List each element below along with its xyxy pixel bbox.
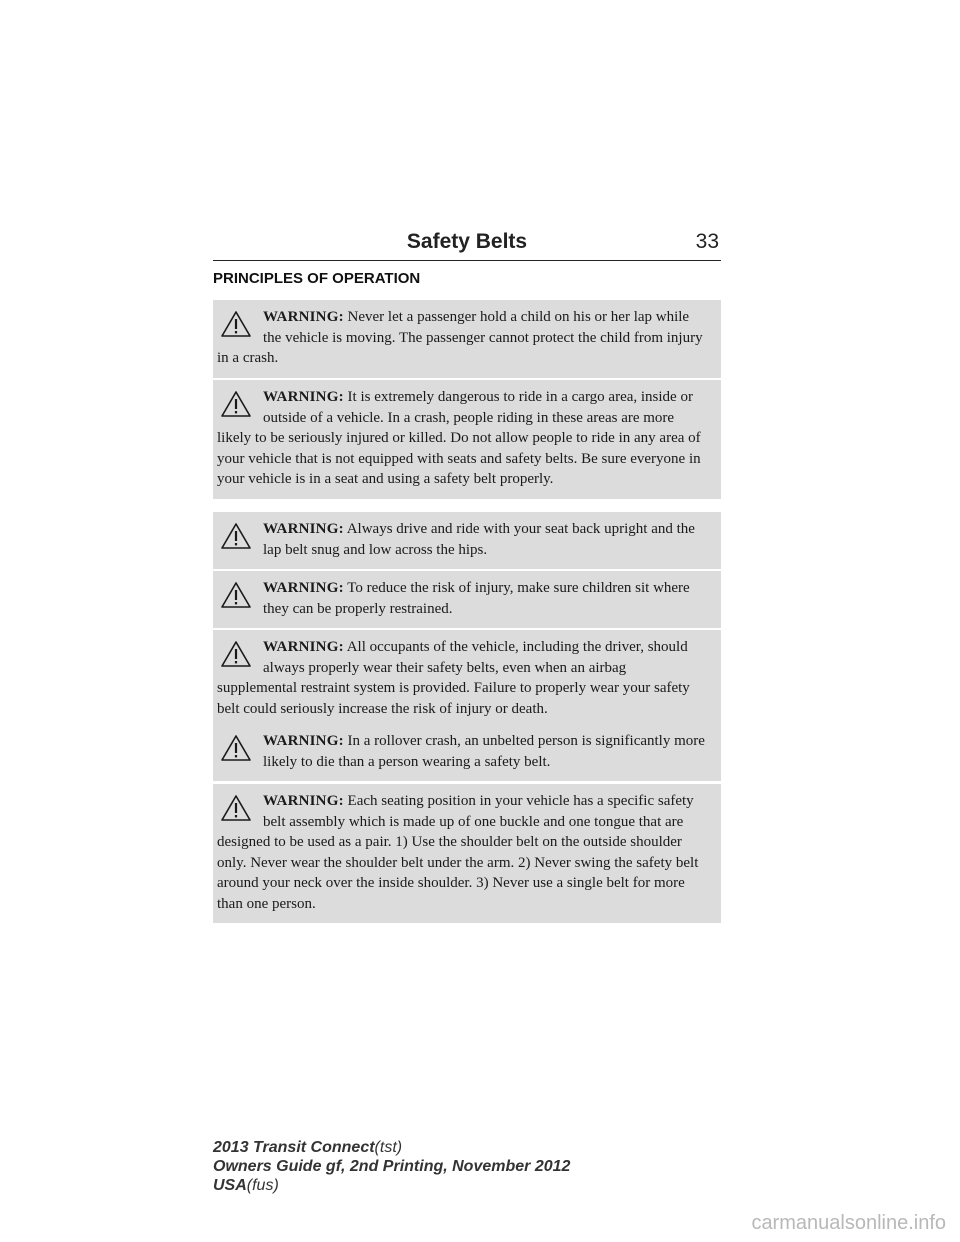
watermark: carmanualsonline.info: [751, 1212, 946, 1234]
header-title: Safety Belts: [406, 230, 528, 253]
warning-text: Never let a passenger hold a child on his or her lap while the vehicle is moving. The passenger cannot protect the child from injury in a crash.: [217, 309, 703, 366]
warning-box-5: [213, 630, 721, 728]
warning-triangle-icon: [219, 793, 253, 823]
warning-label: WARNING:: [263, 309, 344, 325]
footer-market-code: (fus): [246, 1177, 279, 1194]
warning-label: WARNING:: [263, 733, 344, 749]
warning-label: WARNING:: [263, 639, 344, 655]
footer-line-2: Owners Guide gf, 2nd Printing, November 2012: [213, 1158, 571, 1175]
warning-text: It is extremely dangerous to ride in a cargo area, inside or outside of a vehicle. In a crash, people riding in these areas are more likely to be seriously injured or killed. Do not allow people to ride in any area of your vehicle that is not equipped with seats and safety belts. Be sure everyone in your vehicle is in a seat and using a safety belt properly.: [217, 389, 701, 487]
warning-text: Always drive and ride with your seat back upright and the lap belt snug and low across the hips.: [263, 521, 695, 558]
section-heading: PRINCIPLES OF OPERATION: [213, 270, 421, 287]
warning-box-6: [213, 724, 721, 781]
warning-label: WARNING:: [263, 793, 344, 809]
footer-model-code: (tst): [374, 1139, 403, 1156]
page-header: [213, 228, 721, 261]
warning-text: To reduce the risk of injury, make sure children sit where they can be properly restrained.: [263, 580, 690, 617]
warning-box-1: [213, 300, 721, 378]
warning-label: WARNING:: [263, 521, 344, 537]
warning-box-3: [213, 512, 721, 569]
warning-triangle-icon: [219, 733, 253, 763]
page-number: 33: [695, 230, 719, 253]
footer-model: 2013 Transit Connect: [213, 1139, 375, 1156]
warning-label: WARNING:: [263, 389, 344, 405]
footer-market: USA: [213, 1177, 247, 1194]
warning-box-2: [213, 380, 721, 499]
footer-line-3: [213, 1176, 570, 1195]
warning-text: In a rollover crash, an unbelted person is significantly more likely to die than a person wearing a safety belt.: [263, 733, 705, 770]
warning-box-7: [213, 784, 721, 923]
footer-line-1: [213, 1138, 570, 1157]
warning-triangle-icon: [219, 580, 253, 610]
document-footer: [213, 1138, 570, 1195]
warning-text: Each seating position in your vehicle has a specific safety belt assembly which is made up of one buckle and one tongue that are designed to be used as a pair. 1) Use the shoulder belt on the outside shoulder only. Never wear the shoulder belt under the arm. 2) Never swing the safety belt around your neck over the inside shoulder. 3) Never use a single belt for more than one person.: [217, 793, 699, 912]
warning-triangle-icon: [219, 521, 253, 551]
warning-triangle-icon: [219, 639, 253, 669]
warning-box-4: [213, 571, 721, 628]
warning-triangle-icon: [219, 389, 253, 419]
warning-label: WARNING:: [263, 580, 344, 596]
warning-text: All occupants of the vehicle, including the driver, should always properly wear their safety belts, even when an airbag supplemental restraint system is provided. Failure to properly wear your safety belt could seriously increase the risk of injury or death.: [217, 639, 690, 717]
warning-triangle-icon: [219, 309, 253, 339]
